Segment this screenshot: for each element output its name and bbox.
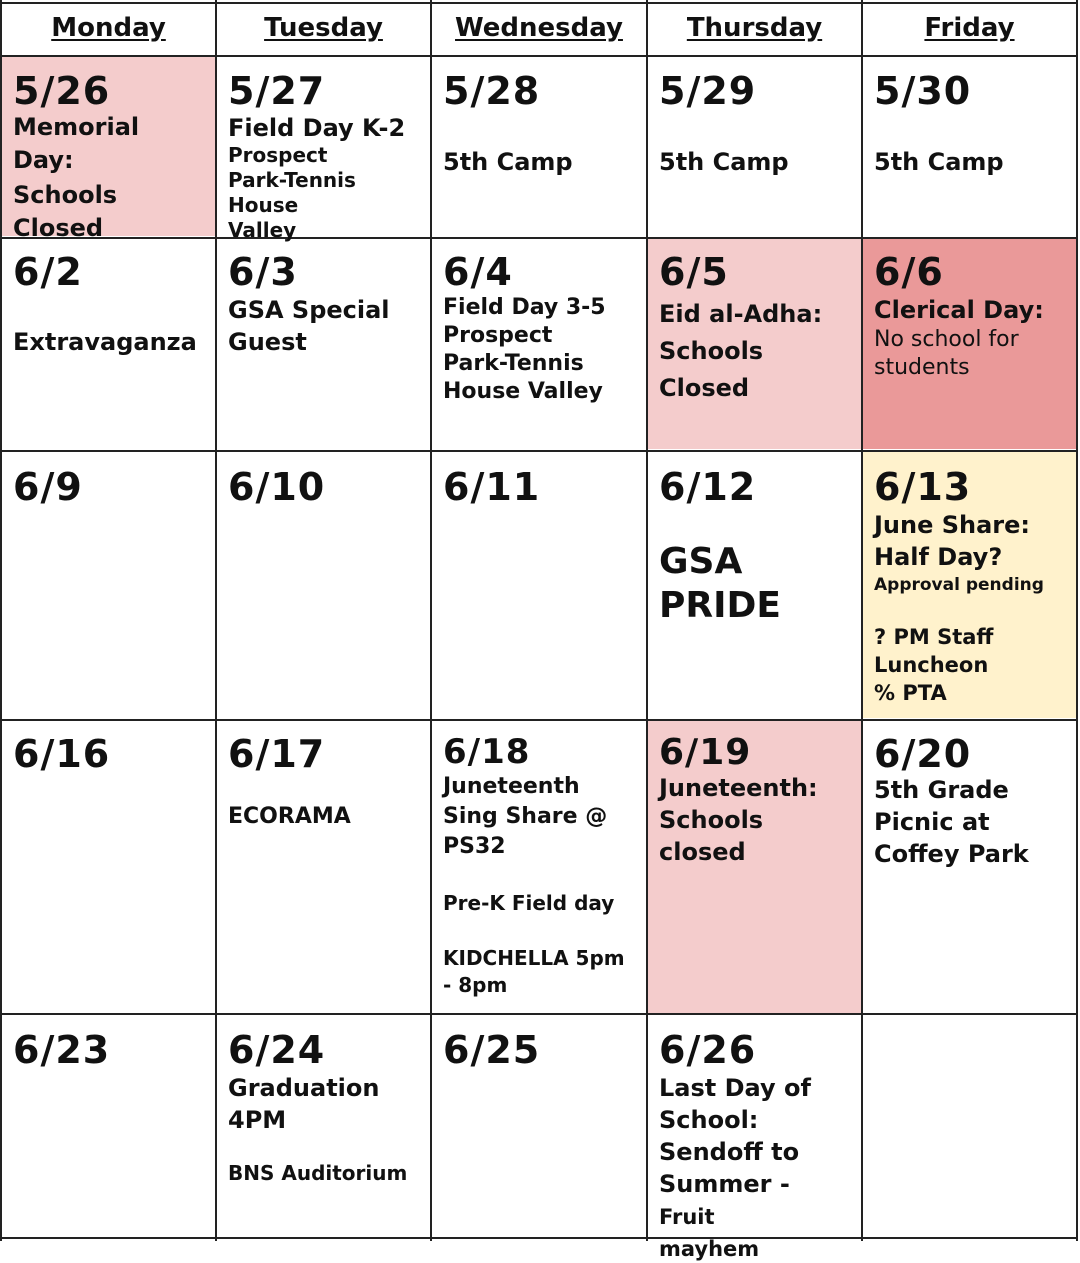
event-text: Field Day 3-5: [443, 295, 606, 320]
day-cell: [2, 732, 215, 1013]
event-text: School:: [659, 1106, 759, 1134]
event-text: Pre-K Field day: [443, 891, 615, 915]
day-date: 6/25: [443, 1028, 541, 1072]
day-date: 6/18: [443, 732, 531, 772]
event-text: Summer -: [659, 1170, 790, 1198]
day-date: 6/13: [874, 465, 972, 509]
day-date: 6/23: [13, 1028, 111, 1072]
day-cell: [648, 1028, 861, 1261]
day-cell: [2, 69, 215, 242]
header-wednesday: Wednesday: [455, 13, 623, 43]
event-text: 5th Grade: [874, 776, 1009, 804]
day-date: 5/27: [228, 69, 326, 113]
event-text: June Share:: [874, 511, 1031, 539]
event-text: Schools closed: [659, 806, 764, 866]
day-cell: [217, 732, 430, 1013]
event-text: Valley: [228, 218, 297, 242]
event-text: students: [874, 355, 970, 380]
event-text: Half Day?: [874, 543, 1003, 571]
event-text: Field Day K-2: [228, 114, 406, 142]
event-text: 5th Camp: [659, 148, 789, 176]
day-date: 5/26: [13, 69, 111, 113]
event-line: [659, 1168, 851, 1235]
day-cell: [648, 69, 861, 236]
event-text: Sendoff to: [659, 1138, 800, 1166]
day-cell: [648, 465, 861, 718]
event-text: Guest: [228, 328, 307, 356]
day-cell-empty: [863, 1028, 1076, 1237]
day-date: 6/26: [659, 1028, 757, 1072]
day-date: 6/3: [228, 250, 298, 294]
event-text: mayhem: [659, 1237, 760, 1261]
event-text: Eid al-Adha:: [659, 300, 823, 328]
day-date: 6/9: [13, 465, 83, 509]
event-text: Coffey Park: [874, 840, 1029, 868]
event-text: Graduation: [228, 1074, 380, 1102]
day-cell: [863, 69, 1076, 236]
event-text: GSA PRIDE: [659, 541, 781, 626]
event-text: GSA Special: [228, 296, 390, 324]
event-text: ? PM Staff: [874, 625, 994, 649]
event-text: - 8pm: [443, 973, 508, 997]
event-text: Picnic at: [874, 808, 990, 836]
event-text: Clerical Day:: [874, 296, 1044, 324]
event-text: Schools Closed: [659, 337, 764, 402]
event-text: Prospect: [443, 323, 553, 348]
day-cell: [2, 1028, 215, 1237]
grid-line: [1076, 0, 1078, 1241]
header-monday: Monday: [51, 13, 166, 43]
event-text: Approval pending: [874, 575, 1044, 595]
day-cell: [863, 465, 1076, 718]
event-text: Luncheon: [874, 653, 989, 677]
day-cell: [2, 465, 215, 718]
event-text: Park-Tennis House: [228, 168, 356, 217]
day-date: 6/12: [659, 465, 757, 509]
grid-line: [0, 450, 1077, 452]
header-tuesday: Tuesday: [264, 13, 383, 43]
day-cell: [217, 69, 430, 242]
event-text: Schools Closed: [13, 181, 118, 242]
day-date: 6/4: [443, 250, 513, 294]
day-date: 5/28: [443, 69, 541, 113]
event-text: BNS Auditorium: [228, 1161, 408, 1185]
day-cell: [432, 465, 646, 718]
event-text: Sing Share @: [443, 804, 608, 829]
day-cell: [863, 250, 1076, 449]
event-text: Juneteenth: [443, 774, 580, 799]
event-text: Park-Tennis: [443, 351, 584, 376]
event-text: No school for: [874, 327, 1019, 352]
day-date: 6/17: [228, 732, 326, 776]
day-cell: [648, 250, 861, 449]
day-cell: [217, 250, 430, 449]
day-date: 6/20: [874, 732, 972, 776]
day-cell: [432, 732, 646, 1013]
day-date: 6/6: [874, 250, 944, 294]
day-cell: [648, 732, 861, 1013]
day-date: 6/19: [659, 732, 752, 773]
day-date: 6/2: [13, 250, 83, 294]
day-date: 6/10: [228, 465, 326, 509]
event-text: 5th Camp: [874, 148, 1004, 176]
day-date: 6/24: [228, 1028, 326, 1072]
day-cell: [432, 69, 646, 236]
event-text: PS32: [443, 834, 506, 859]
day-cell: [217, 465, 430, 718]
event-text: 5th Camp: [443, 148, 573, 176]
grid-line: [0, 1237, 1077, 1239]
header-thursday: Thursday: [686, 13, 823, 43]
event-text: % PTA: [874, 681, 947, 705]
grid-line: [0, 1013, 1077, 1015]
day-cell: [432, 250, 646, 449]
event-text: KIDCHELLA 5pm: [443, 946, 625, 970]
day-date: 5/29: [659, 69, 757, 113]
event-text: 4PM: [228, 1106, 287, 1134]
event-text: Fruit: [659, 1205, 715, 1229]
event-text: Memorial Day:: [13, 113, 140, 174]
day-cell: [432, 1028, 646, 1237]
event-text: Last Day of: [659, 1074, 811, 1102]
event-text: House Valley: [443, 379, 603, 404]
day-date: 5/30: [874, 69, 972, 113]
day-date: 6/11: [443, 465, 541, 509]
day-cell: [2, 250, 215, 449]
event-text: ECORAMA: [228, 804, 351, 829]
day-date: 6/5: [659, 250, 729, 294]
event-text: Prospect: [228, 143, 328, 167]
event-text: Extravaganza: [13, 328, 197, 356]
header-friday: Friday: [924, 13, 1015, 43]
day-cell: [863, 732, 1076, 1013]
day-cell: [217, 1028, 430, 1237]
grid-line: [0, 719, 1077, 721]
day-date: 6/16: [13, 732, 111, 776]
event-text: Juneteenth:: [659, 774, 818, 802]
